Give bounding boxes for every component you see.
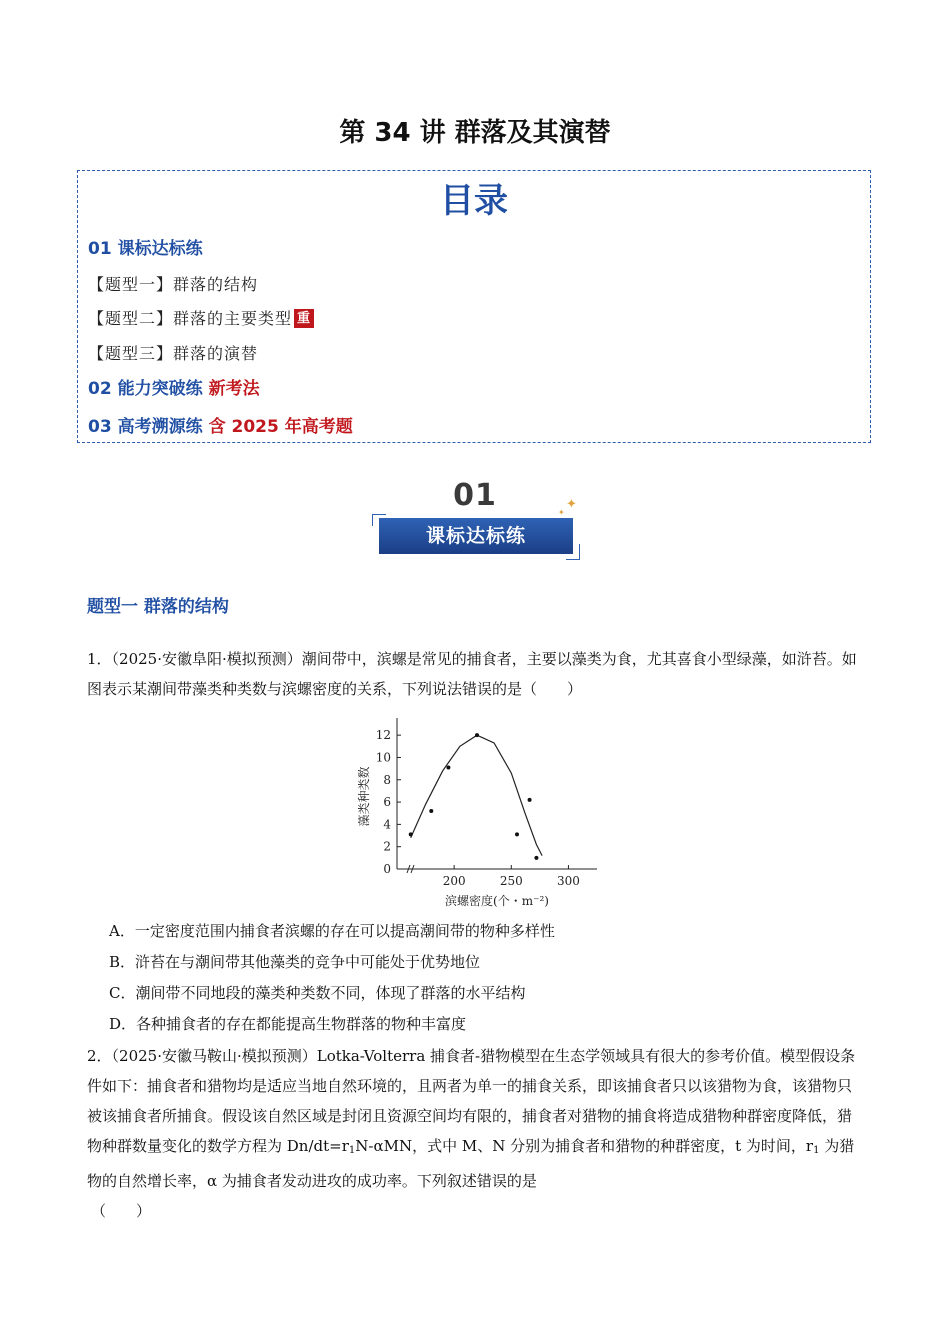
toc-section-3[interactable] [88, 412, 353, 437]
option-b[interactable]: B．浒苔在与潮间带其他藻类的竞争中可能处于优势地位 [109, 953, 481, 971]
chart-plot-area [356, 718, 597, 908]
y-tick-label: 0 [383, 862, 391, 876]
data-point [409, 832, 413, 836]
y-tick-label: 6 [383, 795, 391, 810]
key-point-badge: 重 [294, 309, 314, 328]
sparkle-small-icon: ✦ [558, 508, 565, 517]
q2-sub-2: 1 [813, 1145, 820, 1156]
toc-item-2-label: 【题型二】群落的主要类型 [88, 309, 293, 328]
banner-number: 01 [453, 478, 497, 513]
data-point [429, 809, 433, 813]
q2-sub-1: 1 [348, 1145, 356, 1156]
data-point [534, 856, 538, 860]
q2-text-2: N-αMN，式中 M、N 分别为捕食者和猎物的种群密度，t 为时间，r [355, 1137, 814, 1155]
y-tick-label: 10 [375, 750, 391, 765]
toc-item-1[interactable]: 【题型一】群落的结构 [88, 275, 259, 294]
new-method-tag: 新考法 [208, 379, 260, 399]
data-point [528, 798, 532, 802]
question-1-stem: 1．（2025·安徽阜阳·模拟预测）潮间带中，滨螺是常见的捕食者，主要以藻类为食，尤其喜食小型绿藻，如浒苔。如图表示某潮间带藻类种类数与滨螺密度的关系，下列说法错误的是（ ） [87, 650, 857, 698]
data-point [515, 832, 519, 836]
y-tick-label: 8 [383, 772, 391, 787]
sparkle-icon: ✦ [566, 497, 577, 512]
toc-heading: 目录 [440, 181, 508, 221]
toc-section-3-label: 03 高考溯源练 [88, 417, 203, 437]
x-axis-label: 滨螺密度(个・m⁻²) [445, 894, 549, 908]
algae-species-chart [352, 712, 602, 912]
toc-item-2[interactable] [88, 306, 314, 329]
option-c[interactable]: C．潮间带不同地段的藻类种类数不同，体现了群落的水平结构 [109, 984, 526, 1002]
toc-section-2[interactable] [88, 374, 260, 399]
option-d[interactable]: D．各种捕食者的存在都能提高生物群落的物种丰富度 [109, 1015, 467, 1033]
y-tick-label: 12 [375, 728, 391, 743]
table-of-contents [77, 170, 871, 443]
toc-section-2-label: 02 能力突破练 [88, 379, 203, 399]
banner-label: 课标达标练 [379, 518, 573, 554]
option-a[interactable]: A．一定密度范围内捕食者滨螺的存在可以提高潮间带的物种多样性 [109, 922, 555, 940]
q2-text-3: 为猎物的自然增长率，α 为捕食者发动进攻的成功率。下列叙述错误的是 [87, 1137, 855, 1190]
y-tick-label: 2 [383, 839, 391, 854]
y-tick-label: 4 [383, 817, 391, 832]
x-tick-label: 250 [499, 874, 523, 888]
toc-section-1[interactable]: 01 课标达标练 [88, 239, 203, 259]
exam-tag: 含 2025 年高考题 [208, 417, 353, 437]
section-heading: 题型一 群落的结构 [87, 597, 229, 617]
question-2-stem [87, 1041, 865, 1226]
q2-text-1: 2．（2025·安徽马鞍山·模拟预测）Lotka-Volterra 捕食者-猎物模型在生态学领域具有很大的参考价值。模型假设条件如下：捕食者和猎物均是适应当地自然环境的，且两者为单一的捕食关系，即该捕食者只以该猎物为食，该猎物只被该捕食者所捕食。假设该自然区域是封闭且资源空间均有限的，捕食者对猎物的捕食将造成猎物种群密度降低，猎物种群数量变化的数学方程为 Dn/dt=r [87, 1047, 856, 1155]
q2-answer-blank: （ ） [91, 1202, 152, 1220]
fit-curve [411, 735, 542, 855]
page-title: 第 34 讲 群落及其演替 [339, 118, 611, 148]
x-tick-label: 300 [556, 874, 580, 888]
data-point [446, 766, 450, 770]
y-axis-label: 藻类种类数 [357, 766, 371, 827]
x-tick-label: 200 [442, 874, 466, 888]
data-point [475, 733, 479, 737]
toc-item-3[interactable]: 【题型三】群落的演替 [88, 344, 259, 363]
